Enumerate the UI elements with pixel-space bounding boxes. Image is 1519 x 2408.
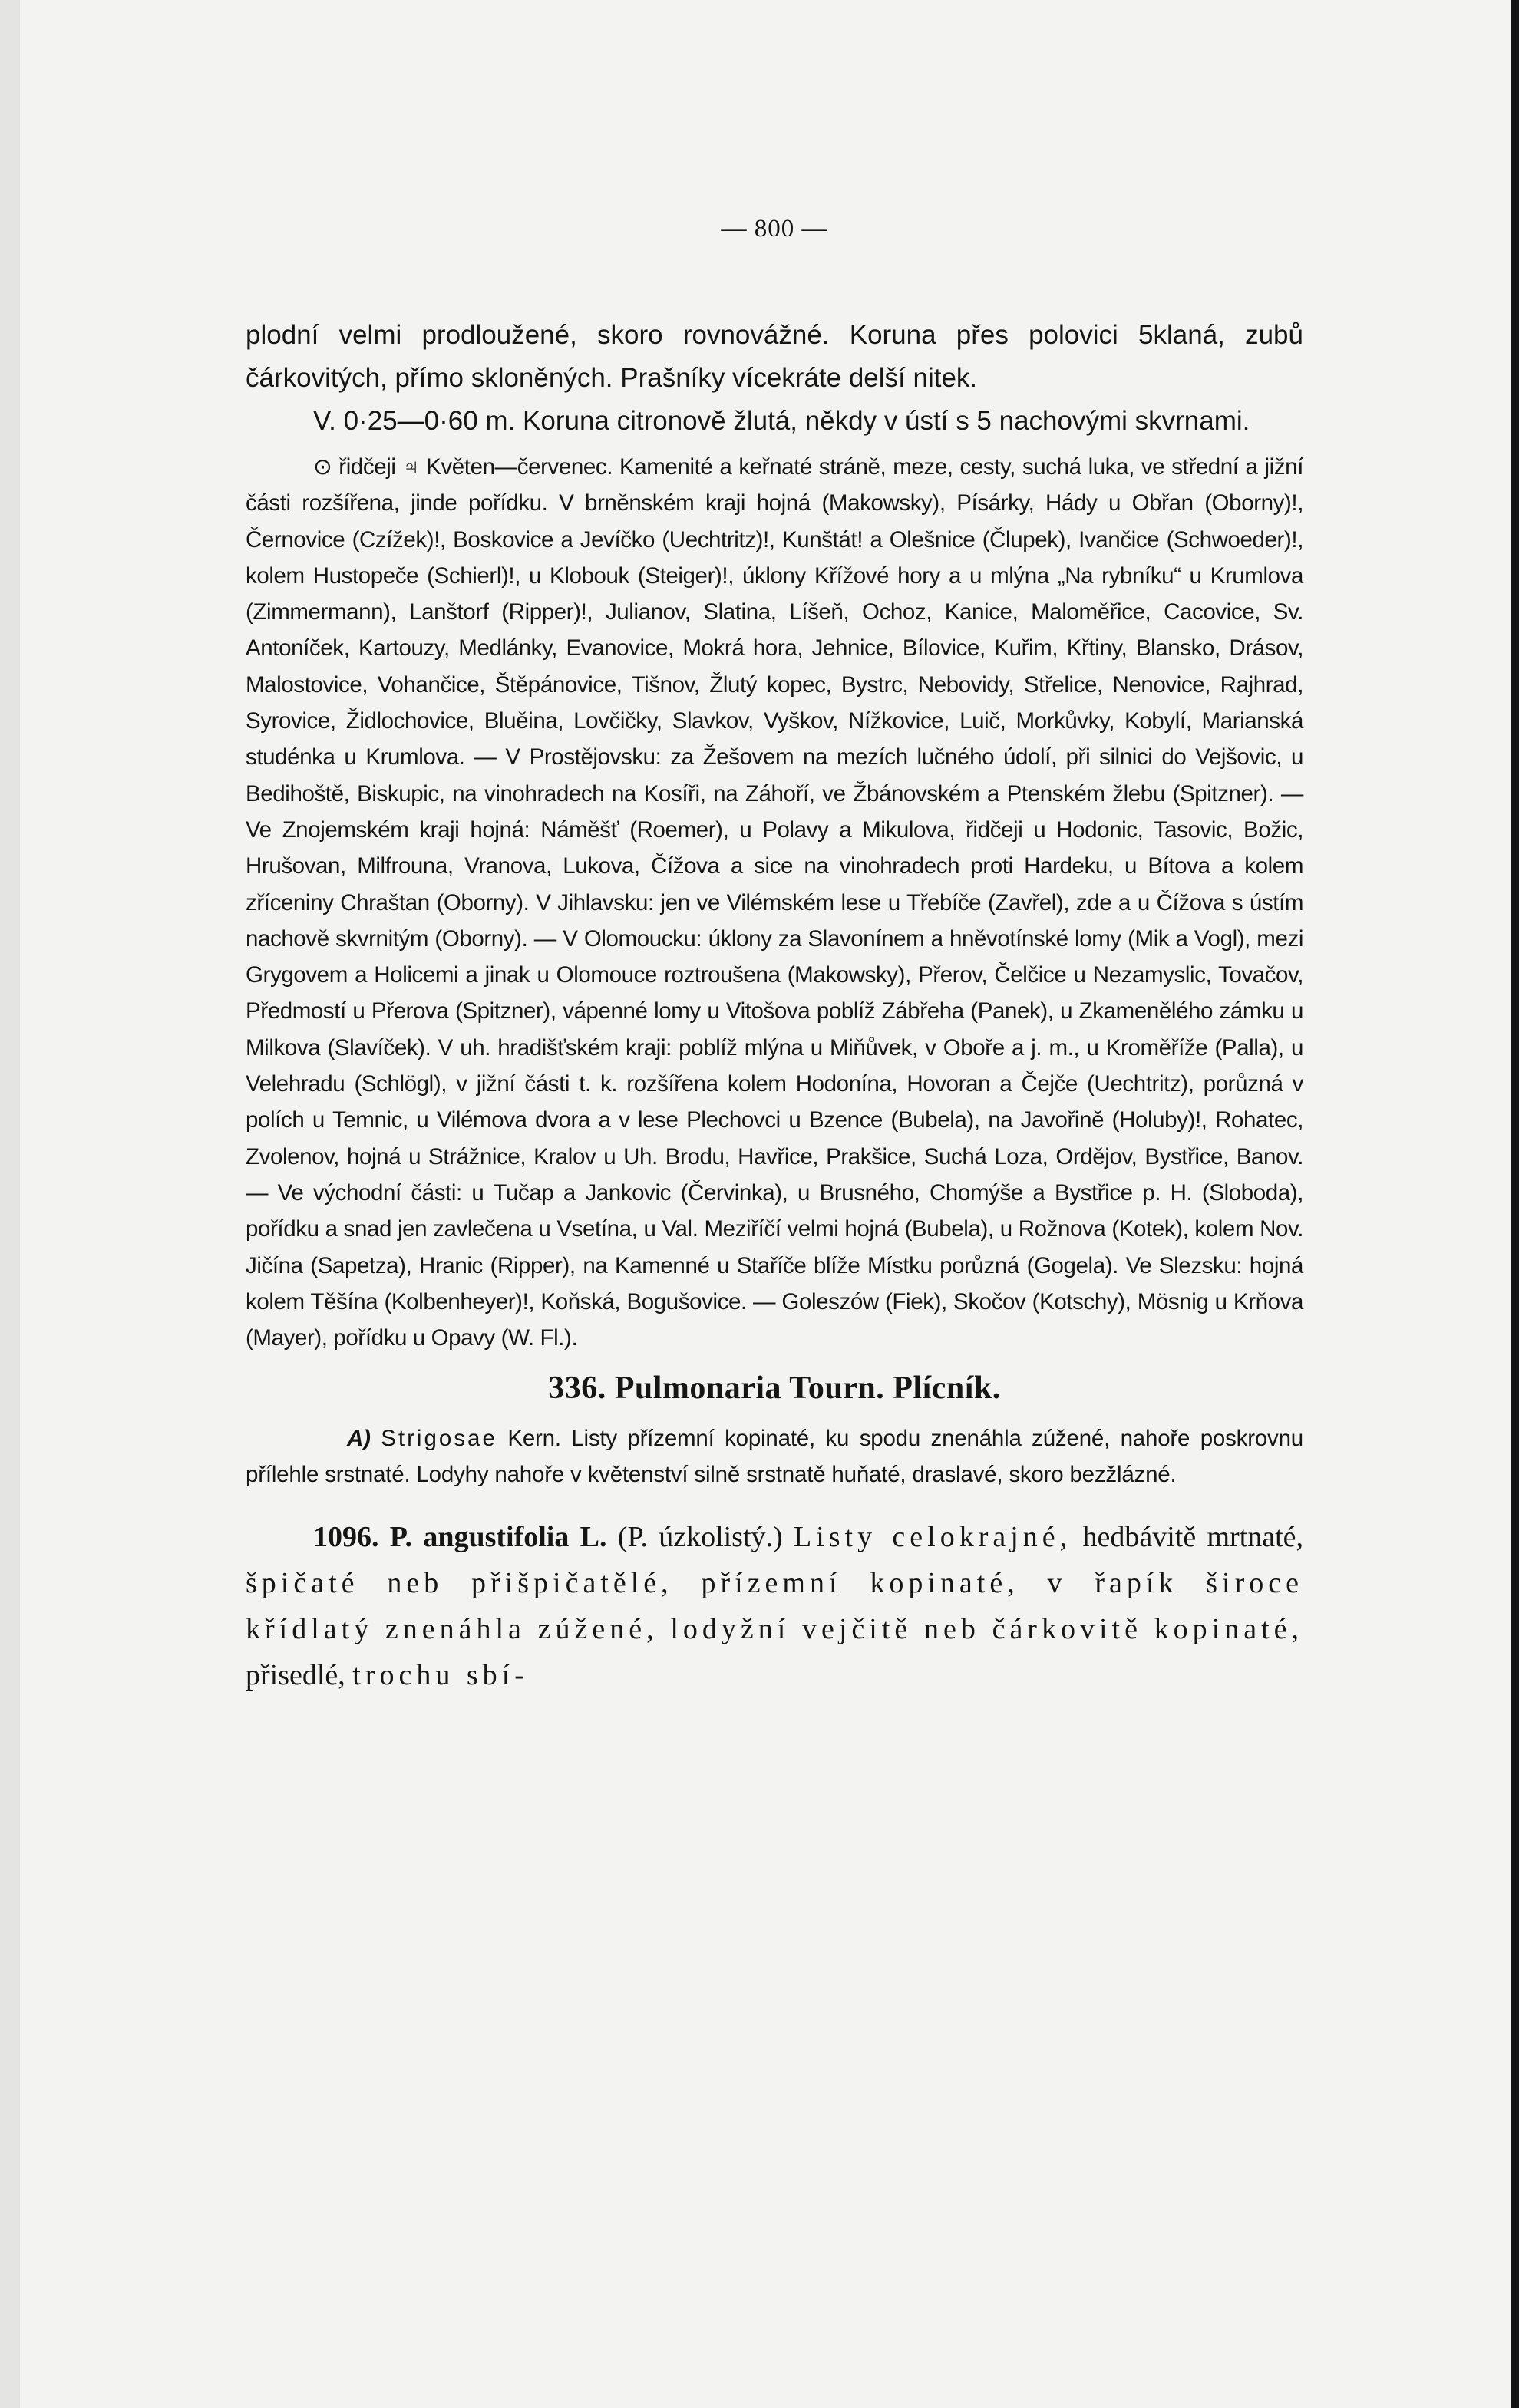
paragraph-strigosae xyxy=(246,1420,1303,1493)
paragraph-size: V. 0·25—0·60 m. Koruna citronově žlutá, někdy v ústí s 5 nachovými skvrnami. xyxy=(313,406,1250,436)
group-label: A) xyxy=(347,1426,371,1452)
group-name: Strigosae xyxy=(381,1426,497,1452)
species-text-shape: špičaté neb přišpičatělé, přízemní kopinaté, v řapík široce křídlatý znenáhla zúžené, lodyžní vejčitě neb čárkovitě kopinaté, xyxy=(246,1567,1303,1646)
section-heading-pulmonaria: 336. Pulmonaria Tourn. Plícník. xyxy=(548,1371,1001,1407)
paragraph-distribution: ⊙ řidčeji ♃ Květen—červenec. Kamenité a keřnaté stráně, meze, cesty, suchá luka, ve střední a jižní části rozšířena, jinde pořídku. V brněnském kraji hojná (Makowsky), Písárky, Hády u Obřan (Oborny)!, Černovice (Czížek)!, Boskovice a Jevíčko (Uechtritz)!, Kunštát! a Olešnice (Člupek), Ivančice (Schwoeder)!, kolem Hustopeče (Schierl)!, u Klobouk (Steiger)!, úklony Křížové hory a u mlýna „Na rybníku“ u Krumlova (Zimmermann), Lanštorf (Ripper)!, Julianov, Slatina, Líšeň, Ochoz, Kanice, Maloměřice, Cacovice, Sv. Antoníček, Kartouzy, Medlánky, Evanovice, Mokrá hora, Jehnice, Bílovice, Kuřim, Křtiny, Blansko, Drásov, Malostovice, Vohančice, Štěpánovice, Tišnov, Žlutý kopec, Bystrc, Nebovidy, Střelice, Nenovice, Rajhrad, Syrovice, Židlochovice, Bluěina, Lovčičky, Slavkov, Vyškov, Nížkovice, Luič, Morkůvky, Kobylí, Marianská studénka u Krumlova. — V Prostějovsku: za Žešovem na mezích lučného údolí, při silnici do Vejšovic, u Bedihoště, Biskupic, na vinohradech na Kosíři, na Záhoří, ve Žbánovském a Ptenském žlebu (Spitzner). — Ve Znojemském kraji hojná: Náměšť (Roemer), u Polavy a Mikulova, řidčeji u Hodonic, Tasovic, Božic, Hrušovan, Milfrouna, Vranova, Lukova, Čížova a sice na vinohradech proti Hardeku, u Bítova a kolem zříceniny Chraštan (Oborny). V Jihlavsku: jen ve Vilémském lese u Třebíče (Zavřel), zde a u Čížova s ústím nachově skvrnitým (Oborny). — V Olomoucku: úklony za Slavonínem a hněvotínské lomy (Mik a Vogl), mezi Grygovem a Holicemi a jinak u Olomouce roztroušena (Makowsky), Přerov, Čelčice u Nezamyslic, Tovačov, Předmostí u Přerova (Spitzner), vápenné lomy u Vitošova poblíž Zábřeha (Panek), u Zkamenělého zámku u Milkova (Slavíček). V uh. hradišťském kraji: poblíž mlýna u Miňůvek, v Oboře a j. m., u Kroměříže (Palla), u Velehradu (Schlögl), v jižní části t. k. rozšířena kolem Hodonína, Hovoran a Čejče (Uechtritz), porůzná v polích u Temnic, u Vilémova dvora a v lese Plechovci u Bzence (Bubela), na Javořině (Holuby)!, Rohatec, Zvolenov, hojná u Strážnice, Kralov u Uh. Brodu, Havřice, Prakšice, Suchá Loza, Ordějov, Bystřice, Banov. — Ve východní části: u Tučap a Jankovic (Červinka), u Brusného, Chomýše a Bystřice p. H. (Sloboda), pořídku a snad jen zavlečena u Vsetína, u Val. Meziříčí velmi hojná (Bubela), u Rožnova (Kotek), kolem Nov. Jičína (Sapetza), Hranic (Ripper), na Kamenné u Staříče blíže Místku porůzná (Gogela). Ve Slezsku: hojná kolem Těšína (Kolbenheyer)!, Koňská, Bogušovice. — Goleszów (Fiek), Skočov (Kotschy), Mösnig u Krňova (Mayer), pořídku u Opavy (W. Fl.). xyxy=(246,454,1303,1351)
species-text-silky: hedbávitě mrtnaté, xyxy=(1082,1521,1304,1554)
species-text-sessile: přisedlé, xyxy=(246,1659,345,1692)
species-name: 1096. P. angustifolia L. xyxy=(313,1521,607,1554)
group-description: Kern. Listy přízemní kopinaté, ku spodu znenáhla zúžené, nahoře poskrovnu přílehle srstnaté. Lodyhy nahoře v květenství silně srstnatě huňaté, draslavé, skoro bezžlázné. xyxy=(246,1426,1304,1488)
document-page xyxy=(246,215,1303,1727)
species-common-name: (P. úzkolistý.) xyxy=(617,1521,783,1554)
page-number: — 800 — xyxy=(721,215,828,242)
species-text-leaves: Listy celokrajné, xyxy=(794,1521,1072,1554)
scan-left-edge xyxy=(0,0,20,2408)
species-text-end: trochu sbí- xyxy=(352,1659,529,1692)
scan-right-edge xyxy=(1511,0,1519,2408)
species-entry xyxy=(246,1514,1303,1698)
paragraph-corolla-description: plodní velmi prodloužené, skoro rovnovážné. Koruna přes polovici 5klaná, zubů čárkovitých, přímo skloněných. Prašníky vícekráte delší nitek. xyxy=(246,320,1303,393)
